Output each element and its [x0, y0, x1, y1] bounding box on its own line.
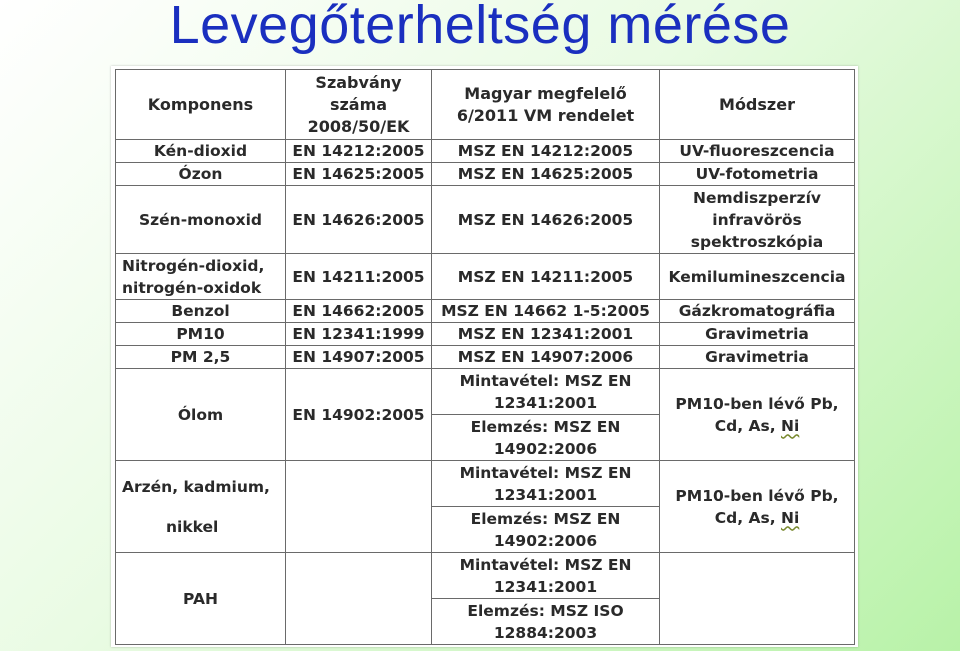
cell-mintavetel-line2: 12341:2001 — [493, 485, 598, 504]
cell-modszer: Kemilumineszcencia — [660, 254, 855, 300]
cell-szabvany: EN 14662:2005 — [286, 300, 432, 323]
cell-modszer-line2-text: Cd, As, — [714, 416, 781, 435]
table-row — [116, 140, 855, 163]
cell-szabvany-arzen — [286, 461, 432, 553]
cell-modszer: Gravimetria — [660, 346, 855, 369]
cell-mintavetel — [432, 461, 660, 507]
cell-modszer-line1: PM10-ben lévő Pb, — [675, 394, 839, 413]
cell-mintavetel — [432, 553, 660, 599]
cell-elemzes-line1: Elemzés: MSZ ISO — [467, 601, 624, 620]
cell-elemzes-line2: 14902:2006 — [493, 439, 598, 458]
cell-mintavetel-line2: 12341:2001 — [493, 393, 598, 412]
cell-magyar: MSZ EN 14211:2005 — [432, 254, 660, 300]
header-szabvany-line2: száma — [329, 94, 388, 114]
table-row — [116, 346, 855, 369]
standards-table — [115, 69, 855, 645]
header-szabvany-line3: 2008/50/EK — [307, 116, 410, 136]
cell-mintavetel — [432, 369, 660, 415]
header-magyar-line2: 6/2011 VM rendelet — [456, 105, 635, 125]
cell-mintavetel-line2: 12341:2001 — [493, 577, 598, 596]
cell-komponens: Ózon — [116, 163, 286, 186]
cell-magyar: MSZ EN 12341:2001 — [432, 323, 660, 346]
cell-elemzes — [432, 507, 660, 553]
cell-komponens: PM10 — [116, 323, 286, 346]
cell-komponens: Szén-monoxid — [116, 186, 286, 254]
header-szabvany — [286, 70, 432, 140]
cell-szabvany: EN 14907:2005 — [286, 346, 432, 369]
cell-komponens: Benzol — [116, 300, 286, 323]
cell-modszer: Gravimetria — [660, 323, 855, 346]
cell-modszer — [660, 186, 855, 254]
cell-komponens-pah: PAH — [116, 553, 286, 645]
cell-modszer-ni: Ni — [780, 508, 800, 527]
cell-komponens: PM 2,5 — [116, 346, 286, 369]
table-row — [116, 254, 855, 300]
cell-modszer-line2 — [663, 415, 851, 437]
table-row — [116, 300, 855, 323]
table-row — [116, 323, 855, 346]
cell-elemzes-line1: Elemzés: MSZ EN — [470, 417, 621, 436]
cell-elemzes-line2: 12884:2003 — [493, 623, 598, 642]
slide-title: Levegőterheltség mérése — [169, 0, 791, 55]
cell-elemzes-line1: Elemzés: MSZ EN — [470, 509, 621, 528]
cell-komponens — [116, 254, 286, 300]
cell-modszer-olom — [660, 369, 855, 461]
header-komponens: Komponens — [116, 70, 286, 140]
cell-magyar: MSZ EN 14625:2005 — [432, 163, 660, 186]
cell-komponens-line2: nikkel — [166, 517, 219, 536]
cell-modszer-line2 — [663, 507, 851, 529]
cell-magyar: MSZ EN 14212:2005 — [432, 140, 660, 163]
cell-magyar: MSZ EN 14662 1-5:2005 — [432, 300, 660, 323]
cell-modszer-arzen — [660, 461, 855, 553]
cell-modszer-line1: PM10-ben lévő Pb, — [675, 486, 839, 505]
cell-szabvany-pah — [286, 553, 432, 645]
cell-komponens-olom: Ólom — [116, 369, 286, 461]
cell-elemzes — [432, 415, 660, 461]
cell-modszer-line2-text: Cd, As, — [714, 508, 781, 527]
cell-szabvany-olom: EN 14902:2005 — [286, 369, 432, 461]
header-magyar — [432, 70, 660, 140]
cell-mintavetel-line1: Mintavétel: MSZ EN — [459, 371, 632, 390]
cell-modszer: Gázkromatográfia — [660, 300, 855, 323]
cell-elemzes-line2: 14902:2006 — [493, 531, 598, 550]
cell-szabvany: EN 14626:2005 — [286, 186, 432, 254]
header-magyar-line1: Magyar megfelelő — [464, 83, 627, 103]
cell-szabvany: EN 14212:2005 — [286, 140, 432, 163]
cell-magyar: MSZ EN 14626:2005 — [432, 186, 660, 254]
cell-magyar: MSZ EN 14907:2006 — [432, 346, 660, 369]
cell-mintavetel-line1: Mintavétel: MSZ EN — [459, 555, 632, 574]
cell-modszer-line1: Nemdiszperzív — [693, 188, 821, 207]
cell-komponens: Kén-dioxid — [116, 140, 286, 163]
standards-table-image — [111, 66, 858, 647]
cell-modszer-ni: Ni — [780, 416, 800, 435]
table-row-pah-mintavetel — [116, 553, 855, 599]
cell-szabvany: EN 14211:2005 — [286, 254, 432, 300]
table-row — [116, 186, 855, 254]
cell-komponens-line1: Arzén, kadmium, — [122, 477, 270, 496]
cell-mintavetel-line1: Mintavétel: MSZ EN — [459, 463, 632, 482]
table-row-arzen-mintavetel — [116, 461, 855, 507]
cell-modszer-line3: spektroszkópia — [690, 232, 824, 251]
cell-komponens-line2: nitrogén-oxidok — [122, 278, 262, 297]
cell-komponens-arzen — [116, 461, 286, 553]
cell-modszer: UV-fotometria — [660, 163, 855, 186]
cell-szabvany: EN 12341:1999 — [286, 323, 432, 346]
header-szabvany-line1: Szabvány — [315, 72, 402, 92]
header-modszer: Módszer — [660, 70, 855, 140]
table-row-olom-mintavetel — [116, 369, 855, 415]
table-row — [116, 163, 855, 186]
cell-modszer-pah — [660, 553, 855, 645]
cell-komponens-line1: Nitrogén-dioxid, — [122, 256, 265, 275]
cell-modszer-line2: infravörös — [712, 210, 802, 229]
cell-modszer: UV-fluoreszcencia — [660, 140, 855, 163]
header-row — [116, 70, 855, 140]
cell-szabvany: EN 14625:2005 — [286, 163, 432, 186]
cell-elemzes — [432, 599, 660, 645]
